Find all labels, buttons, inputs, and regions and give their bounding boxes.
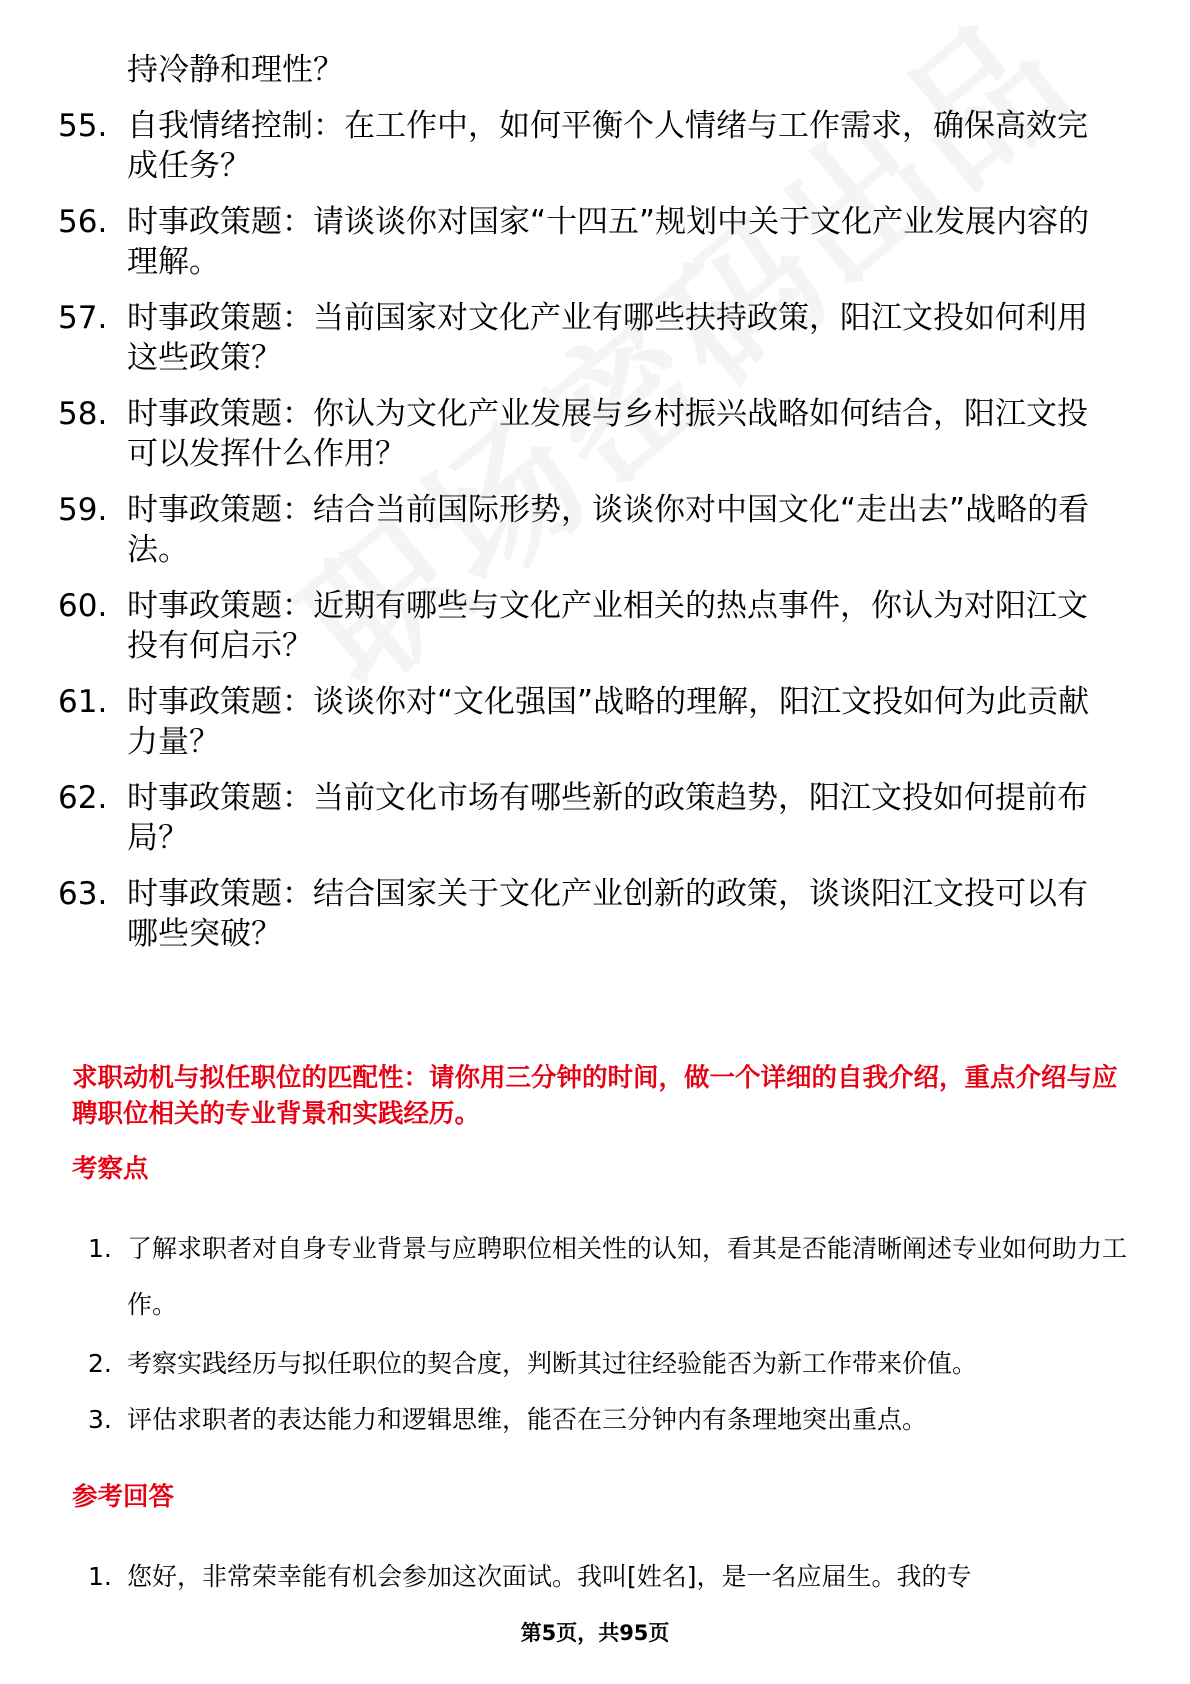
examine-point-number: 2. bbox=[88, 1349, 112, 1378]
list-item bbox=[0, 106, 1190, 190]
question-number: 61. bbox=[58, 684, 108, 720]
answer-number: 1. bbox=[88, 1562, 112, 1591]
question-number: 63. bbox=[58, 876, 108, 912]
examine-point-text: 了解求职者对自身专业背景与应聘职位相关性的认知，看其是否能清晰阐述专业如何助力工作。 bbox=[127, 1234, 1128, 1319]
list-item bbox=[0, 874, 1190, 958]
question-text: 时事政策题：近期有哪些与文化产业相关的热点事件，你认为对阳江文投有何启示？ bbox=[127, 588, 1088, 664]
question-text: 自我情绪控制：在工作中，如何平衡个人情绪与工作需求，确保高效完成任务？ bbox=[127, 108, 1088, 184]
question-number: 62. bbox=[58, 780, 108, 816]
list-item bbox=[0, 490, 1190, 574]
list-item bbox=[0, 778, 1190, 862]
question-number: 55. bbox=[58, 108, 108, 144]
question-text: 时事政策题：当前国家对文化产业有哪些扶持政策，阳江文投如何利用这些政策？ bbox=[127, 300, 1088, 376]
examine-point-text: 考察实践经历与拟任职位的契合度，判断其过往经验能否为新工作带来价值。 bbox=[127, 1349, 978, 1378]
question-number: 56. bbox=[58, 204, 108, 240]
list-item bbox=[0, 298, 1190, 382]
question-number: 57. bbox=[58, 300, 108, 336]
question-text: 时事政策题：当前文化市场有哪些新的政策趋势，阳江文投如何提前布局？ bbox=[127, 780, 1088, 856]
examine-point-text: 评估求职者的表达能力和逻辑思维，能否在三分钟内有条理地突出重点。 bbox=[127, 1405, 928, 1434]
question-text: 时事政策题：结合国家关于文化产业创新的政策，谈谈阳江文投可以有哪些突破？ bbox=[127, 876, 1088, 952]
question-number: 59. bbox=[58, 492, 108, 528]
list-item bbox=[0, 682, 1190, 766]
examine-label: 考察点 bbox=[72, 1154, 149, 1184]
list-item bbox=[0, 586, 1190, 670]
question-continuation: 持冷静和理性？ bbox=[127, 52, 344, 88]
answer-label: 参考回答 bbox=[72, 1482, 175, 1512]
question-number: 60. bbox=[58, 588, 108, 624]
question-text: 时事政策题：谈谈你对“文化强国”战略的理解，阳江文投如何为此贡献力量？ bbox=[127, 684, 1090, 760]
question-text: 时事政策题：请谈谈你对国家“十四五”规划中关于文化产业发展内容的理解。 bbox=[127, 204, 1090, 280]
examine-point-number: 3. bbox=[88, 1405, 112, 1434]
question-text: 时事政策题：你认为文化产业发展与乡村振兴战略如何结合，阳江文投可以发挥什么作用？ bbox=[127, 396, 1088, 472]
page-number: 第5页，共95页 bbox=[520, 1621, 670, 1645]
list-item bbox=[0, 202, 1190, 286]
answer-text: 您好，非常荣幸能有机会参加这次面试。我叫[姓名]，是一名应届生。我的专 bbox=[127, 1562, 972, 1591]
question-number: 58. bbox=[58, 396, 108, 432]
highlight-question: 求职动机与拟任职位的匹配性：请你用三分钟的时间，做一个详细的自我介绍，重点介绍与应聘职位相关的专业背景和实践经历。 bbox=[72, 1063, 1118, 1129]
list-item bbox=[0, 394, 1190, 478]
question-text: 时事政策题：结合当前国际形势，谈谈你对中国文化“走出去”战略的看法。 bbox=[127, 492, 1090, 568]
examine-point-number: 1. bbox=[88, 1234, 112, 1263]
